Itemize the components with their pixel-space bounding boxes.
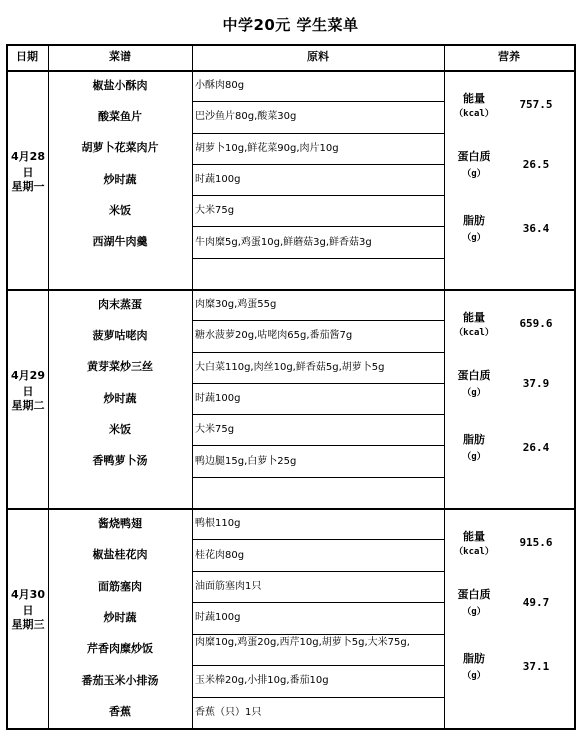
dish-name — [48, 484, 192, 500]
fat-label: 脂肪 — [463, 433, 485, 446]
dish-name: 胡萝卜花菜肉片 — [81, 141, 159, 154]
dish-name: 西湖牛肉羹 — [92, 235, 148, 248]
ingredient-list: 肉糜10g,鸡蛋20g,西芹10g,胡萝卜5g,大米75g, — [195, 637, 410, 648]
day-weekday: 星期三 — [11, 618, 45, 631]
dish-name: 芹香肉糜炒饭 — [87, 642, 153, 655]
dish-name: 香鸭萝卜汤 — [92, 454, 148, 467]
protein-value: 37.9 — [522, 377, 550, 390]
day-date: 4月30日 — [11, 588, 45, 617]
ingredient-row-line — [192, 352, 444, 353]
fat-label: 脂肪 — [463, 652, 485, 665]
ingredient-list: 大米75g — [195, 424, 235, 435]
ingredient-row-line — [192, 101, 444, 102]
ingredient-row-line — [192, 602, 444, 603]
energy-value: 757.5 — [519, 98, 553, 111]
ingredient-list: 大白菜110g,肉丝10g,鲜香菇5g,胡萝卜5g — [195, 362, 385, 373]
fat-unit: （g） — [462, 452, 486, 462]
ingredient-row-line — [192, 665, 444, 666]
protein-unit: （g） — [462, 169, 486, 179]
fat-value: 26.4 — [522, 441, 550, 454]
dish-name: 香蕉 — [109, 705, 131, 718]
day-date: 4月29日 — [11, 369, 45, 398]
energy-value: 915.6 — [519, 536, 553, 549]
ingredient-row-line — [192, 383, 444, 384]
page-title: 中学20元 学生菜单 — [222, 16, 359, 34]
day-weekday: 星期二 — [11, 399, 45, 412]
dish-name: 米饭 — [109, 204, 131, 217]
dish-name: 炒时蔬 — [103, 173, 137, 186]
energy-unit: （kcal） — [454, 109, 494, 119]
fat-label: 脂肪 — [463, 214, 485, 227]
ingredient-list: 玉米棒20g,小排10g,番茄10g — [195, 675, 329, 686]
ingredient-list: 鸭边腿15g,白萝卜25g — [195, 456, 297, 467]
header-dish: 菜谱 — [109, 50, 131, 63]
day-date: 4月28日 — [11, 150, 45, 179]
ingredient-row-line — [192, 477, 444, 478]
energy-unit: （kcal） — [454, 328, 494, 338]
ingredient-list: 小酥肉80g — [195, 80, 245, 91]
ingredient-row-line — [192, 634, 444, 635]
protein-value: 49.7 — [522, 596, 550, 609]
protein-label: 蛋白质 — [457, 369, 491, 382]
ingredient-list: 巴沙鱼片80g,酸菜30g — [195, 111, 297, 122]
energy-label: 能量 — [463, 530, 485, 543]
header-border-bottom — [6, 70, 575, 72]
fat-unit: （g） — [462, 671, 486, 681]
ingredient-list: 桂花肉80g — [195, 550, 245, 561]
header-nutrition: 营养 — [498, 50, 520, 63]
ingredient-list: 油面筋塞肉1只 — [195, 581, 262, 592]
protein-label: 蛋白质 — [457, 588, 491, 601]
dish-name: 炒时蔬 — [103, 392, 137, 405]
dish-name: 菠萝咕咾肉 — [92, 329, 148, 342]
col-divider-dish — [192, 44, 193, 728]
ingredient-row-line — [192, 539, 444, 540]
ingredient-list: 鸭根110g — [195, 518, 241, 529]
ingredient-list: 糖水菠萝20g,咕咾肉65g,番茄酱7g — [195, 330, 353, 341]
day-weekday: 星期一 — [11, 180, 45, 193]
dish-name: 面筋塞肉 — [98, 580, 142, 593]
table-border-bottom — [6, 728, 575, 730]
dish-name: 黄芽菜炒三丝 — [87, 360, 153, 373]
ingredient-list: 牛肉糜5g,鸡蛋10g,鲜蘑菇3g,鲜香菇3g — [195, 237, 372, 248]
ingredient-list: 大米75g — [195, 205, 235, 216]
energy-value: 659.6 — [519, 317, 553, 330]
ingredient-row-line — [192, 320, 444, 321]
energy-unit: （kcal） — [454, 547, 494, 557]
header-date: 日期 — [16, 50, 38, 63]
dish-name: 酸菜鱼片 — [98, 110, 142, 123]
ingredient-row-line — [192, 226, 444, 227]
energy-label: 能量 — [463, 311, 485, 324]
ingredient-row-line — [192, 133, 444, 134]
day-divider — [6, 289, 575, 291]
protein-unit: （g） — [462, 607, 486, 617]
ingredient-list: 时蔬100g — [195, 393, 241, 404]
ingredient-row-line — [192, 414, 444, 415]
ingredient-row-line — [192, 571, 444, 572]
dish-name: 番茄玉米小排汤 — [81, 674, 159, 687]
ingredient-list: 肉糜30g,鸡蛋55g — [195, 299, 277, 310]
dish-name: 椒盐小酥肉 — [92, 79, 148, 92]
ingredient-list: 时蔬100g — [195, 612, 241, 623]
fat-unit: （g） — [462, 233, 486, 243]
protein-unit: （g） — [462, 388, 486, 398]
protein-label: 蛋白质 — [457, 150, 491, 163]
energy-label: 能量 — [463, 92, 485, 105]
dish-name: 酱烧鸭翅 — [98, 517, 142, 530]
ingredient-list: 香蕉（只）1只 — [195, 707, 262, 718]
dish-name: 肉末蒸蛋 — [98, 298, 142, 311]
table-border-right — [574, 44, 576, 730]
ingredient-row-line — [192, 195, 444, 196]
dish-name: 炒时蔬 — [103, 611, 137, 624]
ingredient-list: 时蔬100g — [195, 174, 241, 185]
dish-name — [48, 265, 192, 281]
ingredient-row-line — [192, 445, 444, 446]
ingredient-row-line — [192, 697, 444, 698]
table-border-top — [6, 44, 575, 46]
dish-name: 椒盐桂花肉 — [92, 548, 148, 561]
ingredient-row-line — [192, 258, 444, 259]
protein-value: 26.5 — [522, 158, 550, 171]
ingredient-list: 胡萝卜10g,鲜花菜90g,肉片10g — [195, 143, 339, 154]
fat-value: 36.4 — [522, 222, 550, 235]
day-divider — [6, 508, 575, 510]
ingredient-row-line — [192, 164, 444, 165]
dish-name: 米饭 — [109, 423, 131, 436]
fat-value: 37.1 — [522, 660, 550, 673]
header-ingredients: 原料 — [307, 50, 329, 63]
